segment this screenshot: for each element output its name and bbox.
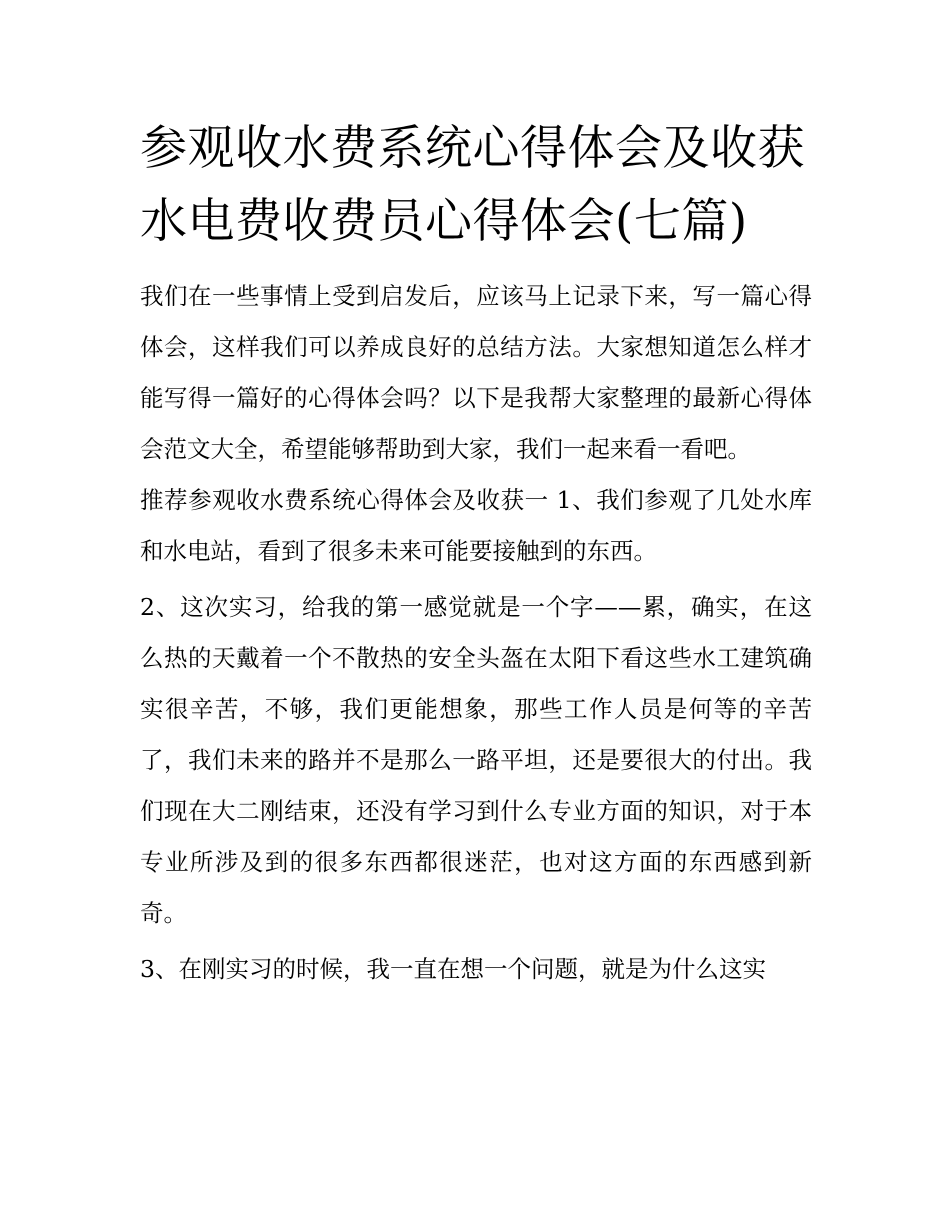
paragraph-item-3: 3、在刚实习的时候，我一直在想一个问题，就是为什么这实 [140,955,766,983]
intro-paragraph: 我们在一些事情上受到启发后，应该马上记录下来，写一篇心得体会，这样我们可以养成良好的总结方法。大家想知道怎么样才能写得一篇好的心得体会吗？以下是我帮大家整理的最新心得体会范文大全，希望能够帮助到大家，我们一起来看一看吧。 [140,282,812,463]
paragraph-item-2: 2、这次实习，给我的第一感觉就是一个字——累，确实，在这么热的天戴着一个不散热的安全头盔在太阳下看这些水工建筑确实很辛苦，不够，我们更能想象，那些工作人员是何等的辛苦了，我们未来的路并不是那么一路平坦，还是要很大的付出。我们现在大二刚结束，还没有学习到什么专业方面的知识，对于本专业所涉及到的很多东西都很迷茫，也对这方面的东西感到新奇。 [140,593,812,927]
paragraph-item-1: 推荐参观收水费系统心得体会及收获一 1、我们参观了几处水库和水电站，看到了很多未来可能要接触到的东西。 [140,486,812,565]
document-title: 参观收水费系统心得体会及收获 水电费收费员心得体会(七篇) [140,121,805,249]
document-body [140,112,812,995]
